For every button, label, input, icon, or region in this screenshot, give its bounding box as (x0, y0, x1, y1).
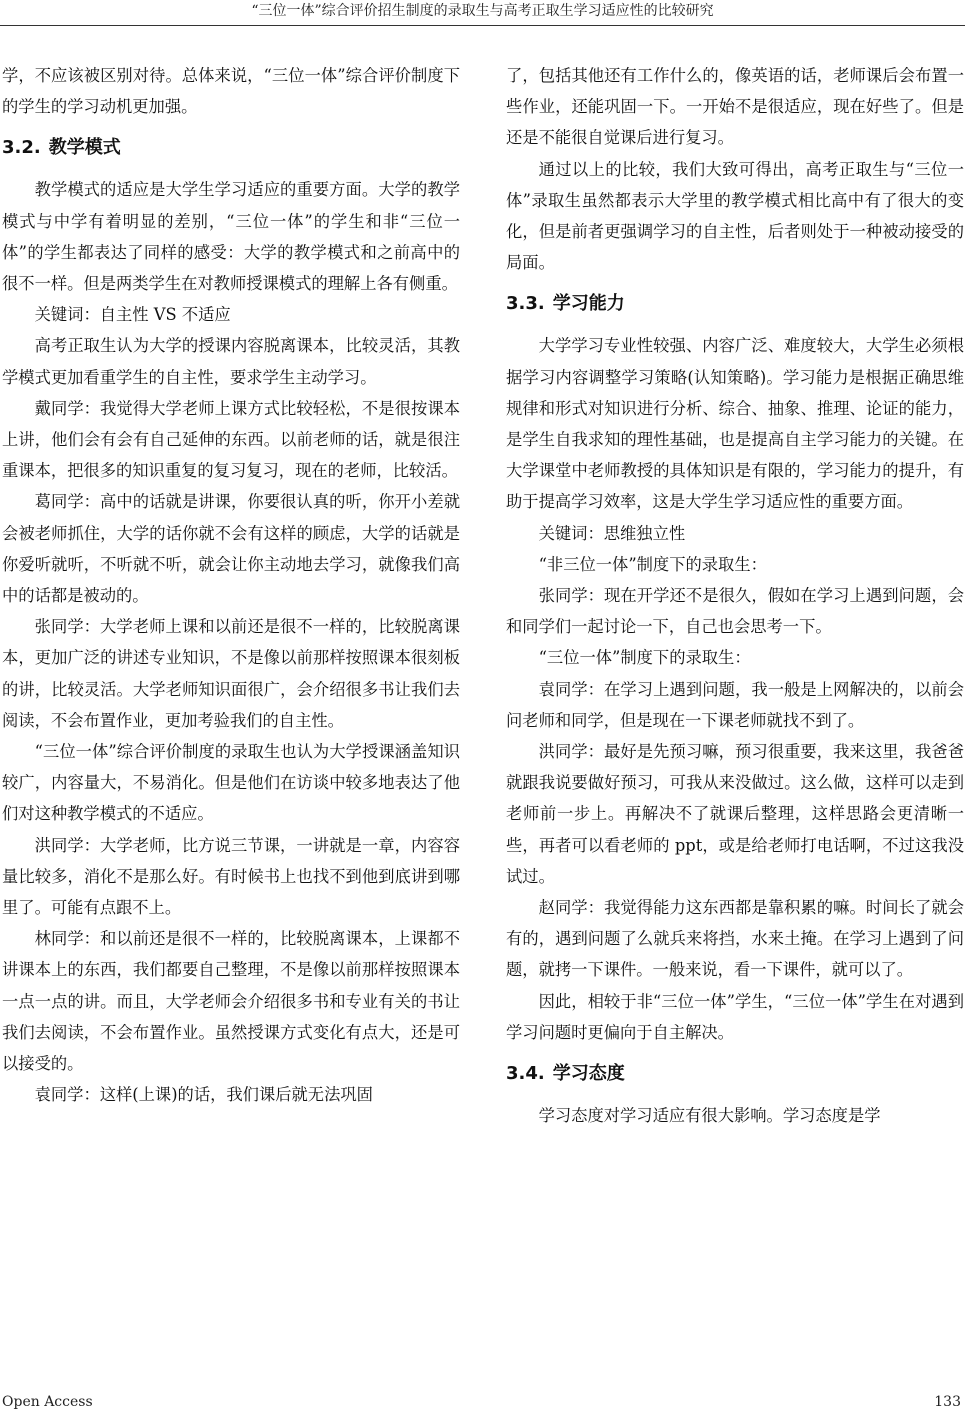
section-number: 3.2. (2, 137, 41, 159)
section-number: 3.3. (506, 293, 545, 315)
left-column (2, 60, 460, 1111)
body-paragraph: 葛同学：高中的话就是讲课，你要很认真的听，你开小差就会被老师抓住，大学的话你就不会有这样的顾虑，大学的话就是你爱听就听，不听就不听，就会让你主动地去学习，就像我们高中的话都是被动的。 (2, 492, 460, 606)
body-paragraph: 高考正取生认为大学的授课内容脱离课本，比较灵活，其教学模式更加看重学生的自主性，要求学生主动学习。 (2, 336, 460, 387)
body-paragraph: 张同学：大学老师上课和以前还是很不一样的，比较脱离课本，更加广泛的讲述专业知识，不是像以前那样按照课本很刻板的讲，比较灵活。大学老师知识面很广，会介绍很多书让我们去阅读，不会布置作业，更加考验我们的自主性。 (2, 617, 460, 730)
body-paragraph: “三位一体”综合评价制度的录取生也认为大学授课涵盖知识较广，内容量大，不易消化。但是他们在访谈中较多地表达了他们对这种教学模式的不适应。 (2, 742, 460, 824)
page-number: 133 (934, 1394, 961, 1410)
body-paragraph: 赵同学：我觉得能力这东西都是靠积累的嘛。时间长了就会有的，遇到问题了么就兵来将挡，水来土掩。在学习上遇到了问题，就拷一下课件。一般来说，看一下课件，就可以了。 (506, 898, 964, 980)
body-paragraph: “非三位一体”制度下的录取生： (538, 554, 767, 574)
body-paragraph: 通过以上的比较，我们大致可得出，高考正取生与“三位一体”录取生虽然都表示大学里的教学模式相比高中有了很大的变化，但是前者更强调学习的自主性，后者则处于一种被动接受的局面。 (506, 159, 964, 273)
body-paragraph: 袁同学：在学习上遇到问题，我一般是上网解决的，以前会问老师和同学，但是现在一下课老师就找不到了。 (506, 679, 964, 730)
running-header-title: “三位一体”综合评价招生制度的录取生与高考正取生学习适应性的比较研究 (251, 3, 714, 19)
body-paragraph: 袁同学：这样(上课)的话，我们课后就无法巩固 (34, 1085, 373, 1105)
section-title: 学习能力 (552, 293, 625, 315)
body-paragraph: “三位一体”制度下的录取生： (538, 648, 751, 668)
section-heading (2, 136, 460, 160)
body-paragraph: 因此，相较于非“三位一体”学生，“三位一体”学生在对遇到学习问题时更偏向于自主解决。 (506, 991, 964, 1042)
body-paragraph: 戴同学：我觉得大学老师上课方式比较轻松，不是很按课本上讲，他们会有会有自己延伸的东西。以前老师的话，就是很注重课本，把很多的知识重复的复习复习，现在的老师，比较活。 (2, 398, 460, 481)
body-paragraph: 张同学：现在开学还不是很久，假如在学习上遇到问题，会和同学们一起讨论一下，自己也会思考一下。 (506, 586, 964, 637)
section-number: 3.4. (506, 1063, 545, 1085)
section-title: 教学模式 (48, 137, 121, 159)
body-paragraph: 学，不应该被区别对待。总体来说，“三位一体”综合评价制度下的学生的学习动机更加强。 (2, 66, 460, 117)
section-title: 学习态度 (552, 1063, 625, 1085)
footer-journal-label: Open Access (2, 1394, 93, 1410)
body-paragraph: 教学模式的适应是大学生学习适应的重要方面。大学的教学模式与中学有着明显的差别，“三位一体”的学生和非“三位一体”的学生都表达了同样的感受：大学的教学模式和之前高中的很不一样。但是两类学生在对教师授课模式的理解上各有侧重。 (2, 180, 460, 294)
body-paragraph: 学习态度对学习适应有很大影响。学习态度是学 (538, 1106, 881, 1126)
body-paragraph: 林同学：和以前还是很不一样的，比较脱离课本，上课都不讲课本上的东西，我们都要自己整理，不是像以前那样按照课本一点一点的讲。而且，大学老师会介绍很多书和专业有关的书让我们去阅读，不会布置作业。虽然授课方式变化有点大，还是可以接受的。 (2, 929, 460, 1074)
body-paragraph: 洪同学：大学老师，比方说三节课，一讲就是一章，内容容量比较多，消化不是那么好。有时候书上也找不到他到底讲到哪里了。可能有点跟不上。 (2, 835, 460, 918)
header-divider (0, 25, 965, 26)
right-column (506, 60, 964, 1131)
body-paragraph: 关键词：自主性 VS 不适应 (34, 305, 231, 325)
body-paragraph: 关键词：思维独立性 (538, 523, 686, 543)
body-paragraph: 了，包括其他还有工作什么的，像英语的话，老师课后会布置一些作业，还能巩固一下。一开始不是很适应，现在好些了。但是还是不能很自觉课后进行复习。 (506, 66, 964, 148)
body-paragraph: 大学学习专业性较强、内容广泛、难度较大，大学生必须根据学习内容调整学习策略(认知策略)。学习能力是根据正确思维规律和形式对知识进行分析、综合、抽象、推理、论证的能力，是学生自我求知的理性基础，也是提高自主学习能力的关键。在大学课堂中老师教授的具体知识是有限的，学习能力的提升，有助于提高学习效率，这是大学生学习适应性的重要方面。 (506, 336, 964, 512)
section-heading (506, 292, 964, 316)
section-heading (506, 1062, 964, 1086)
page-footer (0, 1392, 965, 1412)
body-paragraph: 洪同学：最好是先预习嘛，预习很重要，我来这里，我爸爸就跟我说要做好预习，可我从来没做过。这么做，这样可以走到老师前一步上。再解决不了就课后整理，这样思路会更清晰一些，再者可以看老师的 ppt，或是给老师打电话啊，不过这我没试过。 (506, 742, 964, 886)
